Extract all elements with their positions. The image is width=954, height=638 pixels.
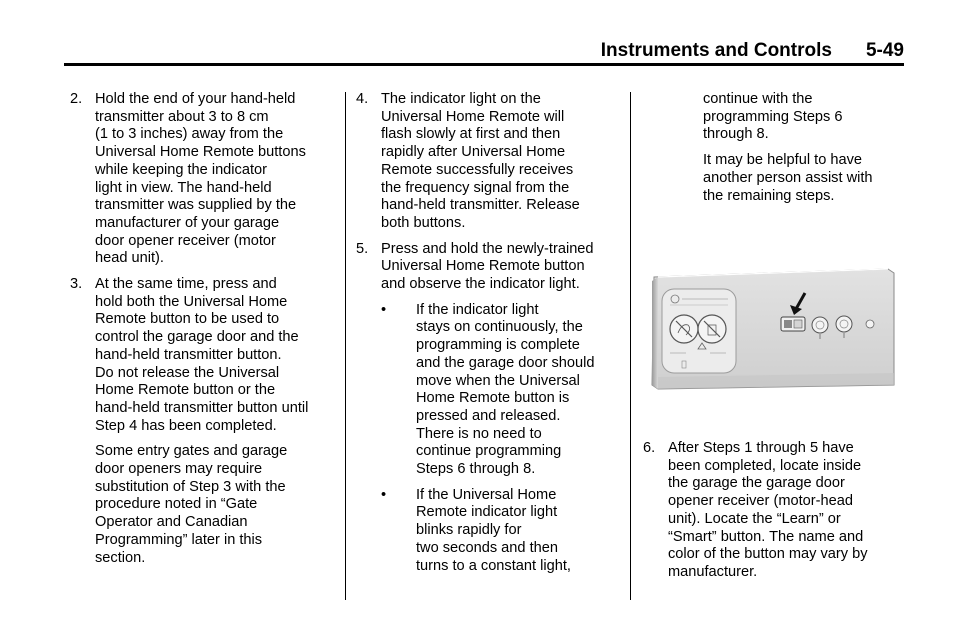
assist-note: It may be helpful to have another person assist with the remaining steps. bbox=[703, 152, 873, 204]
column-3 bbox=[643, 91, 903, 213]
step-6 bbox=[643, 440, 903, 582]
step-number: 4. bbox=[356, 91, 369, 107]
step-number: 5. bbox=[356, 240, 369, 257]
bullet-text: If the Universal Home Remote indicator light blinks rapidly for two seconds and then turns to a constant light, bbox=[416, 486, 571, 574]
panel-edge bbox=[652, 277, 658, 389]
step-number: 2. bbox=[70, 91, 83, 107]
column-divider-1 bbox=[345, 92, 346, 600]
step-5 bbox=[356, 241, 624, 294]
bullet-item bbox=[381, 302, 624, 479]
column-2 bbox=[356, 91, 624, 583]
running-header bbox=[64, 36, 904, 62]
step-text: The indicator light on the Universal Home Remote will flash slowly at first and then rapidly after Universal Home Remote successfully receives the frequency signal from the hand-held transmitter. Release both buttons. bbox=[381, 91, 580, 231]
bullet-item bbox=[381, 487, 624, 576]
page-number: 5-49 bbox=[865, 40, 904, 61]
step-text: Hold the end of your hand-held transmitter about 3 to 8 cm (1 to 3 inches) away from the Universal Home Remote buttons while keeping the indicator light in view. The hand-held transmitter was supplied by the manufacturer of your garage door opener receiver (motor head unit). bbox=[95, 91, 306, 267]
header-rule bbox=[64, 63, 904, 66]
bullet-text: If the indicator light stays on continuously, the programming is complete and the garage door should move when the Universal Home Remote button is pressed and released. There is no need to continue programming Steps 6 through 8. bbox=[416, 301, 595, 478]
step-text: After Steps 1 through 5 have been completed, locate inside the garage the garage door opener receiver (motor-head unit). Locate the “Learn” or “Smart” button. The name and color of the button may vary by manufacturer. bbox=[668, 440, 868, 580]
column-divider-2 bbox=[630, 92, 631, 600]
step-number: 6. bbox=[643, 440, 656, 456]
step-2 bbox=[70, 91, 338, 268]
step-4 bbox=[356, 91, 624, 233]
column-1 bbox=[70, 91, 338, 575]
remote-button-3 bbox=[866, 320, 874, 328]
bullet-continuation: continue with the programming Steps 6 through 8. bbox=[703, 91, 843, 143]
step-number: 3. bbox=[70, 276, 83, 293]
bullet-symbol: • bbox=[381, 301, 387, 318]
column-3-lower bbox=[643, 440, 903, 590]
universal-home-remote-illustration bbox=[648, 267, 896, 391]
section-title: Instruments and Controls bbox=[600, 40, 832, 61]
step-3-note: Some entry gates and garage door openers may require substitution of Step 3 with the procedure noted in “Gate Operator and Canadian Programming” later in this section. bbox=[95, 443, 288, 566]
bullet-symbol: • bbox=[381, 486, 387, 503]
step-text: Press and hold the newly-trained Universal Home Remote button and observe the indicator light. bbox=[381, 240, 594, 293]
step-5-bullets bbox=[356, 302, 624, 576]
step-3 bbox=[70, 276, 338, 435]
step-text: At the same time, press and hold both the Universal Home Remote button to be used to control the garage door and the hand-held transmitter button. Do not release the Universal Home Remote button or the hand-held transmitter button until Step 4 has been completed. bbox=[95, 276, 309, 434]
